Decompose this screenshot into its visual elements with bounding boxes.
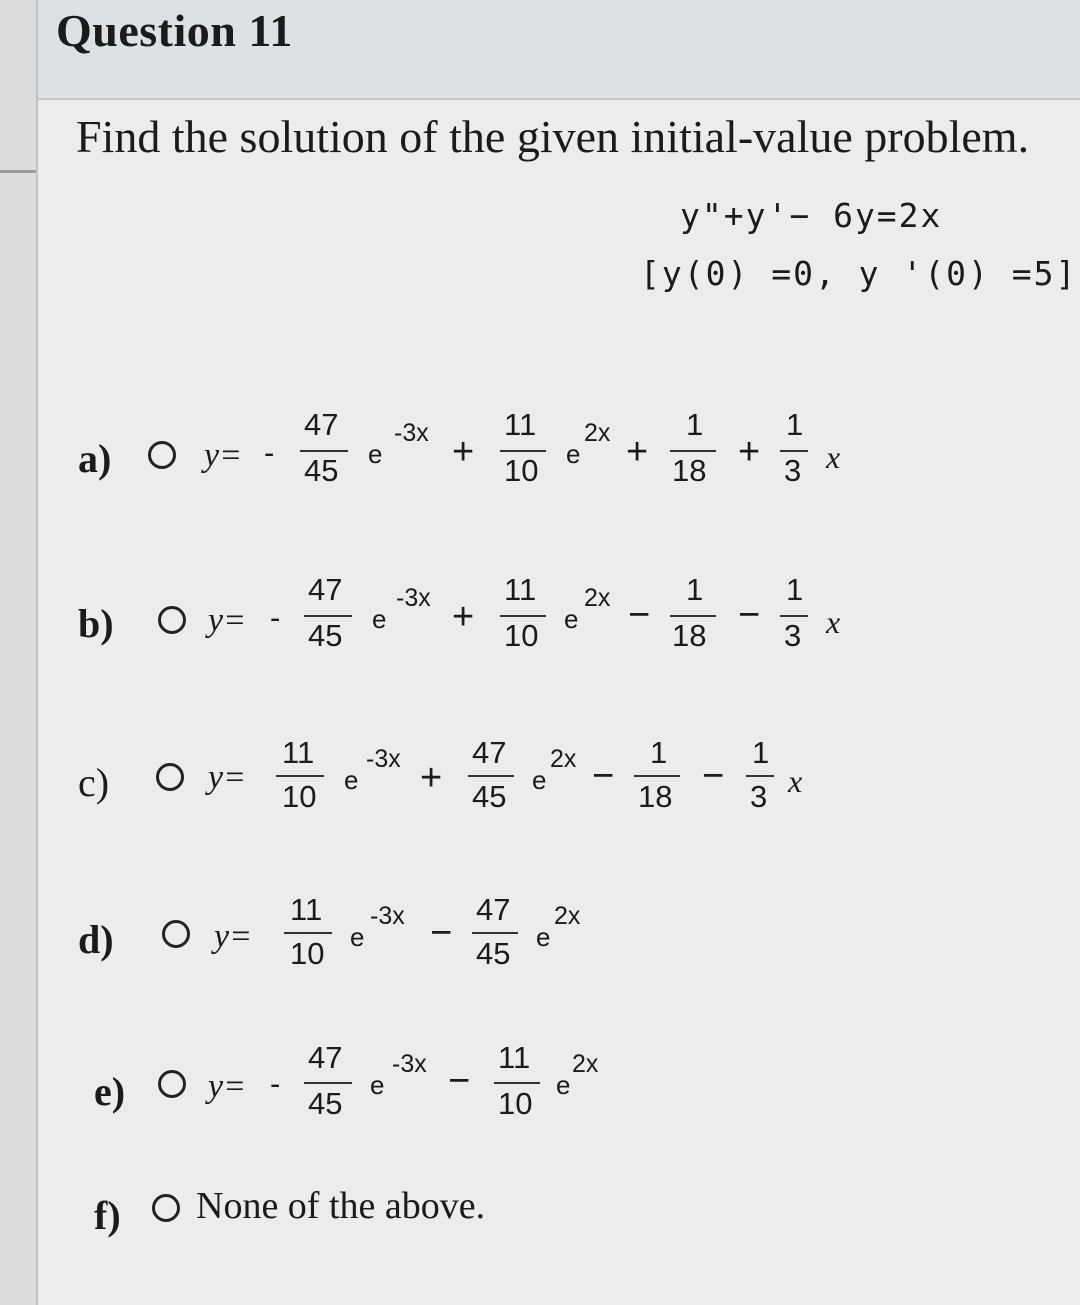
option-letter: e) <box>94 1069 126 1114</box>
option-letter: d) <box>78 917 114 962</box>
fraction-bar <box>276 775 324 777</box>
fraction-bar <box>780 615 808 617</box>
term4-numerator: 1 <box>752 735 770 770</box>
operator-2: − <box>592 755 615 797</box>
term3-denominator: 18 <box>672 618 707 653</box>
term1-e: e <box>372 604 387 634</box>
operator-1: + <box>420 757 443 799</box>
term4-numerator: 1 <box>786 572 804 607</box>
term1-e: e <box>344 765 359 795</box>
y-equals: y= <box>208 1068 247 1105</box>
fraction-bar <box>670 450 716 452</box>
option-letter: a) <box>78 436 112 481</box>
option-f[interactable] <box>78 1180 978 1290</box>
term1-numerator: 47 <box>304 407 339 442</box>
fraction-bar <box>746 775 774 777</box>
term1-numerator: 11 <box>290 892 323 927</box>
term4-x: x <box>788 763 803 799</box>
term2-numerator: 11 <box>504 407 537 442</box>
fraction-bar <box>500 450 546 452</box>
option-letter: f) <box>94 1193 121 1238</box>
option-e[interactable] <box>78 1040 978 1150</box>
option-c[interactable] <box>78 735 978 845</box>
term1-e: e <box>370 1070 385 1100</box>
term2-exponent: 2x <box>550 745 577 773</box>
question-instruction: Find the solution of the given initial-value problem. <box>76 111 1030 162</box>
term2-denominator: 10 <box>504 453 539 488</box>
option-d[interactable] <box>78 892 978 1002</box>
fraction-bar <box>634 775 680 777</box>
term1-exponent: -3x <box>394 419 429 447</box>
y-equals: y= <box>214 918 253 955</box>
fraction-bar <box>780 450 808 452</box>
option-b-expression <box>78 570 978 680</box>
option-c-expression <box>78 735 978 845</box>
option-d-expression <box>78 892 978 1002</box>
term2-e: e <box>536 922 551 952</box>
fraction-bar <box>500 615 546 617</box>
term1-e: e <box>368 439 383 469</box>
fraction-bar <box>468 775 514 777</box>
term2-e: e <box>566 439 581 469</box>
leading-sign: - <box>270 600 281 635</box>
fraction-bar <box>300 450 348 452</box>
operator-3: + <box>738 431 761 473</box>
operator-1: − <box>430 912 453 954</box>
term1-numerator: 47 <box>308 572 343 607</box>
operator-3: − <box>702 755 725 797</box>
term1-exponent: -3x <box>366 745 401 773</box>
operator-3: − <box>738 594 761 636</box>
term1-e: e <box>350 922 365 952</box>
margin-notch <box>0 170 36 173</box>
term2-denominator: 45 <box>476 936 511 971</box>
fraction-bar <box>670 615 716 617</box>
term1-numerator: 47 <box>308 1040 343 1075</box>
fraction-bar <box>284 932 332 934</box>
y-equals: y= <box>208 602 247 639</box>
option-e-expression <box>78 1040 978 1150</box>
term4-x: x <box>826 604 841 640</box>
term2-denominator: 10 <box>504 618 539 653</box>
term1-denominator: 10 <box>290 936 325 971</box>
term2-e: e <box>556 1070 571 1100</box>
term1-denominator: 45 <box>308 618 343 653</box>
term2-e: e <box>564 604 579 634</box>
fraction-bar <box>494 1082 540 1084</box>
term4-denominator: 3 <box>784 453 802 488</box>
term2-numerator: 11 <box>498 1040 531 1075</box>
term1-exponent: -3x <box>392 1050 427 1078</box>
option-a-expression <box>78 405 978 515</box>
option-b[interactable] <box>78 570 978 680</box>
term4-x: x <box>826 439 841 475</box>
term3-denominator: 18 <box>638 779 673 814</box>
option-f-text: None of the above. <box>196 1185 486 1227</box>
term2-exponent: 2x <box>584 419 611 447</box>
term3-numerator: 1 <box>650 735 668 770</box>
term2-numerator: 11 <box>504 572 537 607</box>
option-letter: b) <box>78 601 114 646</box>
operator-1: + <box>452 596 475 638</box>
y-equals: y= <box>208 759 247 796</box>
operator-2: + <box>626 431 649 473</box>
option-letter: c) <box>78 760 110 805</box>
term4-denominator: 3 <box>750 779 768 814</box>
leading-sign: - <box>270 1066 281 1101</box>
term2-exponent: 2x <box>572 1050 599 1078</box>
term2-numerator: 47 <box>476 892 511 927</box>
operator-2: − <box>628 594 651 636</box>
operator-1: + <box>452 431 475 473</box>
term1-exponent: -3x <box>370 902 405 930</box>
term3-numerator: 1 <box>686 572 704 607</box>
initial-conditions: [y(0) =0, y '(0) =5] <box>640 254 1078 293</box>
term3-denominator: 18 <box>672 453 707 488</box>
fraction-bar <box>304 1082 352 1084</box>
term2-exponent: 2x <box>554 902 581 930</box>
term4-numerator: 1 <box>786 407 804 442</box>
differential-equation: y"+y'− 6y=2x <box>680 196 943 235</box>
term4-denominator: 3 <box>784 618 802 653</box>
option-a[interactable] <box>78 405 978 515</box>
y-equals: y= <box>204 437 243 474</box>
term1-numerator: 11 <box>282 735 315 770</box>
term2-e: e <box>532 765 547 795</box>
fraction-bar <box>472 932 518 934</box>
term2-numerator: 47 <box>472 735 507 770</box>
radio-button-f[interactable] <box>152 1194 180 1222</box>
term2-denominator: 10 <box>498 1086 533 1121</box>
operator-1: − <box>448 1060 471 1102</box>
term3-numerator: 1 <box>686 407 704 442</box>
left-margin <box>0 0 38 1305</box>
question-title: Question 11 <box>56 5 293 56</box>
term1-denominator: 45 <box>304 453 339 488</box>
term1-denominator: 10 <box>282 779 317 814</box>
term2-denominator: 45 <box>472 779 507 814</box>
fraction-bar <box>304 615 352 617</box>
term1-exponent: -3x <box>396 584 431 612</box>
term2-exponent: 2x <box>584 584 611 612</box>
term1-denominator: 45 <box>308 1086 343 1121</box>
leading-sign: - <box>264 435 275 470</box>
